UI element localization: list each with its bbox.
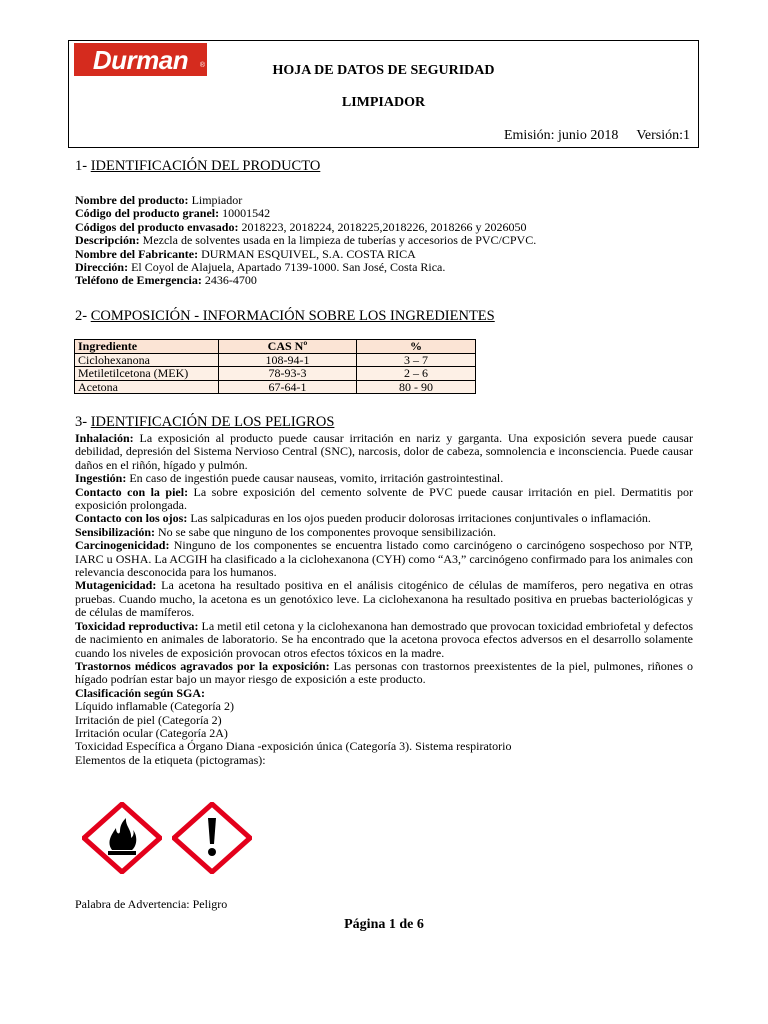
table-row: Ciclohexanona 108-94-1 3 – 7 [75,353,476,367]
table-header-row [75,340,476,354]
registered-mark: ® [199,62,205,69]
classification-item: Líquido inflamable (Categoría 2) [75,699,234,714]
classification-item: Toxicidad Específica a Órgano Diana -exposición única (Categoría 3). Sistema respiratorio [75,739,512,754]
document-subtitle: LIMPIADOR [341,95,426,110]
product-field: Descripción: Mezcla de solventes usada en la limpieza de tuberías y accesorios de PVC/CPVC. [75,233,537,248]
section-1-heading: 1- IDENTIFICACIÓN DEL PRODUCTO [75,158,321,174]
classification-label: Clasificación según SGA: [75,685,206,700]
hazard-paragraph: Toxicidad reproductiva: La metil etil cetona y la ciclohexanona han demostrado que provocan toxicidad embriofetal y defectos de nacimiento en animales de laboratorio. Se ha encontrado que la acetona provoca efectos adversos en el desarrollo solamente cuando los niveles de exposición provocan otros efectos tóxicos en la madre. [75,618,693,660]
hazard-paragraph: Carcinogenicidad: Ninguno de los componentes se encuentra listado como carcinógeno o carcinógeno sospechoso por NTP, IARC u OSHA. La ACGIH ha clasificado a la ciclohexanona (CYH) como “A3,” carcinógeno confirmado para los animales con relevancia desconocida para los humanos. [75,538,693,580]
exclamation-icon [172,802,252,874]
column-header: % [357,340,476,354]
table-row: Metiletilcetona (MEK) 78-93-3 2 – 6 [75,367,476,381]
section-3-heading: 3- IDENTIFICACIÓN DE LOS PELIGROS [75,414,335,430]
hazard-paragraph: Contacto con los ojos: Las salpicaduras en los ojos pueden producir dolorosas irritaciones conjuntivales o inflamación. [75,511,651,526]
issue-date: Emisión: junio 2018 [503,128,619,143]
product-field: Dirección: El Coyol de Alajuela, Apartado 7139-1000. San José, Costa Rica. [75,260,446,275]
logo-text: Durman [92,44,189,75]
classification-item: Irritación ocular (Categoría 2A) [75,725,228,740]
hazard-paragraph: Contacto con la piel: La sobre exposición del cemento solvente de PVC puede causar irritación en piel. Dermatitis por exposición prolongada. [75,484,694,513]
column-header: CAS Nº [219,340,357,354]
document-title: HOJA DE DATOS DE SEGURIDAD [272,63,495,78]
product-identification [75,194,693,288]
signal-word: Palabra de Advertencia: Peligro [75,897,228,911]
classification-item: Irritación de piel (Categoría 2) [75,712,222,727]
hazard-paragraph: Inhalación: La exposición al producto puede causar irritación en nariz y garganta. Una exposición severa puede causar debilidad, depresión del Sistema Nervioso Central (SNC), narcosis, dolor de cabeza, somnolencia e inconsciencia. Puede causar daños en el riñón, hígado y pulmón. [75,431,693,472]
product-field: Códigos del producto envasado: 2018223, 2018224, 2018225,2018226, 2018266 y 2026050 [75,219,527,234]
hazard-paragraph: Trastornos médicos agravados por la exposición: Las personas con trastornos preexistentes de la piel, pulmones, riñones o hígado podrían estar bajo un mayor riesgo de exposición a este producto. [75,658,693,687]
version: Versión:1 [636,128,690,143]
issue-line [504,128,690,144]
hazard-paragraph: Ingestión: En caso de ingestión puede causar nauseas, vomito, irritación gastrointestinal. [75,471,504,486]
product-field: Nombre del Fabricante: DURMAN ESQUIVEL, S.A. COSTA RICA [75,246,416,261]
product-field: Nombre del producto: Limpiador [75,193,243,207]
hazard-paragraph: Mutagenicidad: La acetona ha resultado positiva en el análisis citogénico de células de mamíferos, pero negativa en otras pruebas. Cuando mucho, la acetona es un genotóxico leve. La ciclohexanona ha resultado positiva en pruebas bacteriológicas y de células de mamíferos. [75,578,693,620]
page-number: Página 1 de 6 [344,917,424,932]
hazards-text [75,432,693,767]
product-field: Teléfono de Emergencia: 2436-4700 [75,273,257,288]
hazard-paragraph: Sensibilización: No se sabe que ninguno de los componentes provoque sensibilización. [75,524,496,539]
classification-item: Elementos de la etiqueta (pictogramas): [75,752,266,767]
ingredients-table [74,339,476,394]
flame-icon [82,802,162,874]
product-field: Código del producto granel: 10001542 [75,206,271,221]
header-box [68,40,699,148]
column-header: Ingrediente [75,340,219,354]
section-2-heading: 2- COMPOSICIÓN - INFORMACIÓN SOBRE LOS INGREDIENTES [75,308,495,324]
table-row: Acetona 67-64-1 80 - 90 [75,380,476,394]
